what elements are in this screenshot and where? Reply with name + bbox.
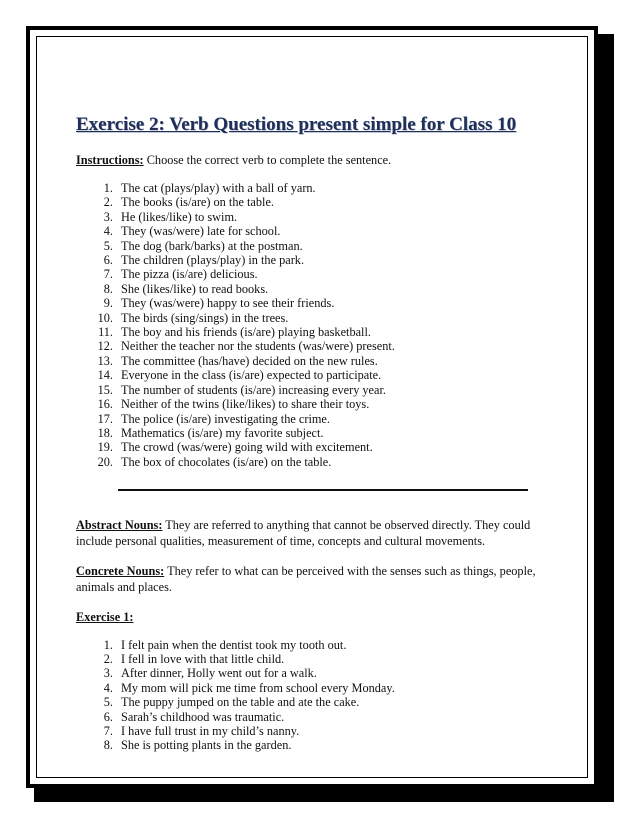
concrete-nouns-label: Concrete Nouns: [76,563,165,578]
list-item [76,354,556,368]
list-item-text: The dog (bark/barks) at the postman. [121,238,303,253]
abstract-nouns-text: They are referred to anything that cannot be observed directly. They could include personal qualities, measurement of time, concepts and cultural movements. [76,517,531,548]
list-item-number: 10. [97,310,113,325]
list-item-text: The crowd (was/were) going wild with excitement. [121,440,373,455]
list-item-text: The committee (has/have) decided on the new rules. [121,353,378,368]
list-item [76,195,556,209]
exercise-2-list [76,181,556,469]
list-item-number: 17. [97,411,113,426]
list-item-text: After dinner, Holly went out for a walk. [121,666,317,681]
exercise-2-title: Exercise 2: Verb Questions present simple for Class 10 [76,114,517,135]
list-item-number: 18. [97,425,113,440]
list-item-text: The children (plays/play) in the park. [121,253,305,268]
list-item-number: 2. [103,652,113,667]
list-item-number: 6. [103,253,113,268]
list-item-text: I fell in love with that little child. [121,652,285,667]
list-item-number: 5. [103,695,113,710]
list-item-text: The box of chocolates (is/are) on the table. [121,454,332,469]
list-item-number: 20. [97,454,113,469]
list-item-text: The boy and his friends (is/are) playing basketball. [121,325,371,340]
list-item-number: 3. [103,666,113,681]
list-item [76,368,556,382]
instructions-text: Choose the correct verb to complete the sentence. [143,153,392,167]
list-item-number: 4. [103,224,113,239]
list-item [76,296,556,310]
list-item-number: 8. [103,281,113,296]
list-item [76,695,556,709]
list-item-text: I felt pain when the dentist took my tooth out. [121,637,347,652]
list-item [76,210,556,224]
list-item-number: 12. [97,339,113,354]
list-item [76,339,556,353]
list-item [76,724,556,738]
list-item-text: Mathematics (is/are) my favorite subject. [121,425,324,440]
list-item-text: The books (is/are) on the table. [121,195,274,210]
exercise-1-title [76,609,556,625]
list-item [76,681,556,695]
list-item [76,267,556,281]
list-item-number: 7. [103,724,113,739]
list-item-text: They (was/were) happy to see their friends. [121,296,335,311]
list-item-text: I have full trust in my child’s nanny. [121,724,300,739]
instructions [76,152,556,168]
list-item-number: 2. [103,195,113,210]
list-item-text: Neither the teacher nor the students (was/were) present. [121,339,395,354]
list-item [76,397,556,411]
list-item-number: 1. [103,181,113,195]
list-item-number: 11. [98,325,113,340]
list-item-number: 4. [103,680,113,695]
list-item-number: 3. [103,209,113,224]
list-item [76,325,556,339]
instructions-label: Instructions: [76,153,144,167]
list-item-text: She is potting plants in the garden. [121,738,292,753]
list-item-number: 6. [103,709,113,724]
list-item-number: 8. [103,738,113,753]
list-item-number: 7. [103,267,113,282]
list-item [76,440,556,454]
list-item [76,253,556,267]
list-item [76,710,556,724]
list-item [76,666,556,680]
exercise-1-title-text: Exercise 1: [76,609,134,624]
list-item-text: The cat (plays/play) with a ball of yarn. [121,181,316,195]
list-item-text: The puppy jumped on the table and ate the cake. [121,695,360,710]
list-item-number: 13. [97,353,113,368]
list-item-text: The pizza (is/are) delicious. [121,267,258,282]
list-item-text: Everyone in the class (is/are) expected to participate. [121,368,382,383]
list-item-number: 1. [103,637,113,652]
list-item-number: 15. [97,382,113,397]
list-item [76,282,556,296]
list-item [76,455,556,469]
list-item-text: The police (is/are) investigating the crime. [121,411,330,426]
concrete-nouns-definition [76,563,556,595]
list-item [76,426,556,440]
list-item [76,412,556,426]
list-item-number: 9. [103,296,113,311]
list-item [76,311,556,325]
section-divider [118,489,528,491]
list-item-number: 5. [103,238,113,253]
list-item-text: He (likes/like) to swim. [121,209,238,224]
list-item [76,181,556,195]
list-item-text: My mom will pick me time from school every Monday. [121,680,395,695]
list-item-text: They (was/were) late for school. [121,224,281,239]
list-item-number: 14. [97,368,113,383]
list-item-text: The birds (sing/sings) in the trees. [121,310,289,325]
list-item [76,738,556,752]
list-item [76,652,556,666]
list-item-text: Sarah’s childhood was traumatic. [121,709,285,724]
list-item [76,638,556,652]
abstract-nouns-definition [76,517,556,549]
list-item-text: The number of students (is/are) increasing every year. [121,382,386,397]
list-item [76,239,556,253]
list-item-text: Neither of the twins (like/likes) to share their toys. [121,397,370,412]
document-body [76,114,556,753]
concrete-nouns-text: They refer to what can be perceived with the senses such as things, people, animals and places. [76,563,536,594]
list-item [76,383,556,397]
list-item [76,224,556,238]
list-item-number: 16. [97,397,113,412]
list-item-number: 19. [97,440,113,455]
abstract-nouns-label: Abstract Nouns: [76,517,163,532]
exercise-1-list [76,638,556,753]
list-item-text: She (likes/like) to read books. [121,281,269,296]
